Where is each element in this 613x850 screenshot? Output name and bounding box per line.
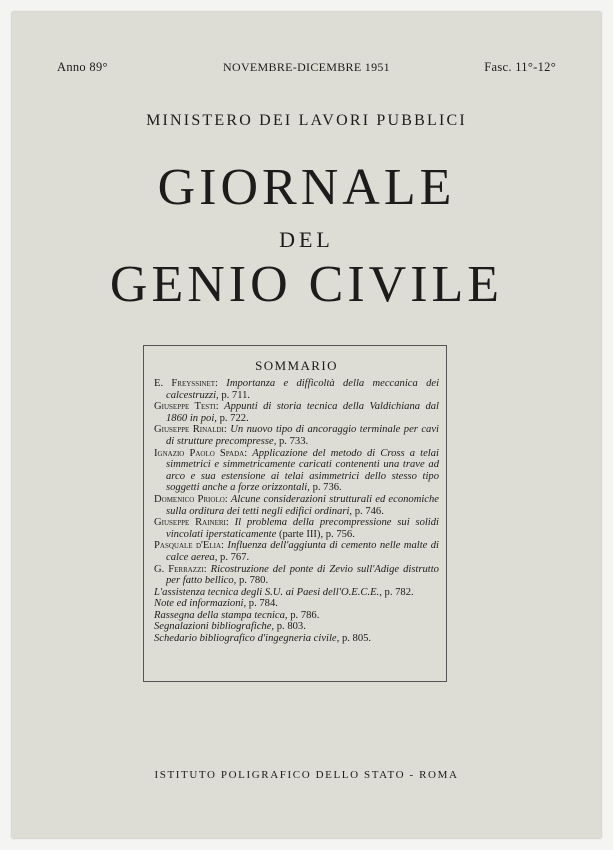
contents-entry bbox=[154, 610, 439, 622]
entry-title: Influenza dell'aggiunta di cemento nelle malte di calce aerea, bbox=[166, 540, 439, 563]
entry-author: Domenico Priolo: bbox=[154, 493, 228, 505]
entry-page: p. 767. bbox=[220, 551, 250, 563]
entry-page: (parte III), p. 756. bbox=[278, 528, 355, 540]
entry-title: Note ed informazioni, bbox=[154, 598, 247, 610]
contents-entry bbox=[154, 621, 439, 633]
issue-number: Fasc. 11°-12° bbox=[484, 60, 556, 74]
entry-page: p. 784. bbox=[248, 598, 278, 610]
title-line-1: GIORNALE bbox=[157, 159, 456, 216]
entry-page: p. 736. bbox=[312, 482, 342, 494]
contents-entry bbox=[154, 424, 439, 447]
contents-entry bbox=[154, 401, 439, 424]
entry-page: p. 805. bbox=[341, 633, 372, 645]
entry-page: p. 786. bbox=[290, 609, 320, 621]
entry-title: Alcune considerazioni strutturali ed economiche sulla orditura dei tetti negli edifici ordinari, bbox=[166, 493, 440, 517]
entry-author: Giuseppe Raineri: bbox=[154, 517, 229, 529]
contents-entry bbox=[154, 517, 439, 540]
contents-entry bbox=[154, 564, 439, 587]
table-of-contents bbox=[143, 345, 447, 682]
entry-title: Il problema della precompressione sui solidi vincolati iperstaticamente bbox=[166, 517, 439, 540]
entry-page: p. 711. bbox=[221, 389, 251, 401]
entry-page: p. 746. bbox=[354, 505, 384, 517]
entry-title: L'assistenza tecnica degli S.U. ai Paesi dell'O.E.C.E., bbox=[154, 586, 382, 598]
entry-author: Pasquale d'Elia: bbox=[154, 540, 225, 552]
entry-page: p. 782. bbox=[384, 586, 414, 598]
entry-title: Ricostruzione del ponte di Zevio sull'Adige distrutto per fatto bellico, bbox=[166, 563, 439, 587]
publisher-name: ISTITUTO POLIGRAFICO DELLO STATO - ROMA bbox=[154, 769, 459, 781]
contents-heading: SOMMARIO bbox=[255, 358, 338, 373]
entry-page: p. 733. bbox=[279, 435, 309, 447]
entry-title: Appunti di storia tecnica della Valdichiana dal 1860 in poi, bbox=[166, 401, 439, 424]
entry-title: Schedario bibliografico d'ingegneria civile, bbox=[154, 633, 340, 645]
volume-number: Anno 89° bbox=[57, 60, 108, 74]
contents-entry bbox=[154, 540, 439, 563]
title-line-3: GENIO CIVILE bbox=[109, 256, 504, 313]
entry-page: p. 803. bbox=[276, 621, 306, 633]
entry-title: Rassegna della stampa tecnica, bbox=[154, 609, 288, 621]
entry-title: Segnalazioni bibliografiche, bbox=[154, 621, 275, 633]
ministry-name: MINISTERO DEI LAVORI PUBBLICI bbox=[146, 112, 467, 129]
entry-page: p. 780. bbox=[238, 575, 269, 587]
title-line-2: DEL bbox=[279, 227, 334, 252]
contents-entry bbox=[154, 587, 439, 599]
entry-author: Giuseppe Testi: bbox=[154, 401, 219, 413]
contents-entry bbox=[154, 448, 439, 494]
entry-author: G. Ferrazzi: bbox=[154, 563, 207, 575]
journal-cover bbox=[12, 12, 601, 838]
issue-date: NOVEMBRE-DICEMBRE 1951 bbox=[223, 60, 390, 74]
contents-entry bbox=[154, 598, 439, 610]
entry-title: Applicazione del metodo di Cross a telai simmetrici e simmetricamente caricati contenenti una trave ad arco e sua estensione ai telai asimmetrici dello stesso tipo soggetti anche a forze orizzontali, bbox=[166, 447, 439, 494]
contents-entry bbox=[154, 378, 439, 401]
entry-author: Ignazio Paolo Spada: bbox=[154, 447, 248, 459]
contents-entry bbox=[154, 494, 439, 517]
entry-author: E. Freyssinet: bbox=[154, 378, 218, 389]
entry-page: p. 722. bbox=[219, 412, 249, 424]
entry-author: Giuseppe Rinaldi: bbox=[154, 424, 227, 436]
entry-title: Un nuovo tipo di ancoraggio terminale per cavi di strutture precompresse, bbox=[166, 424, 440, 447]
contents-entry bbox=[154, 633, 439, 645]
entry-title: Importanza e difficoltà della meccanica dei calcestruzzi, bbox=[166, 378, 440, 401]
